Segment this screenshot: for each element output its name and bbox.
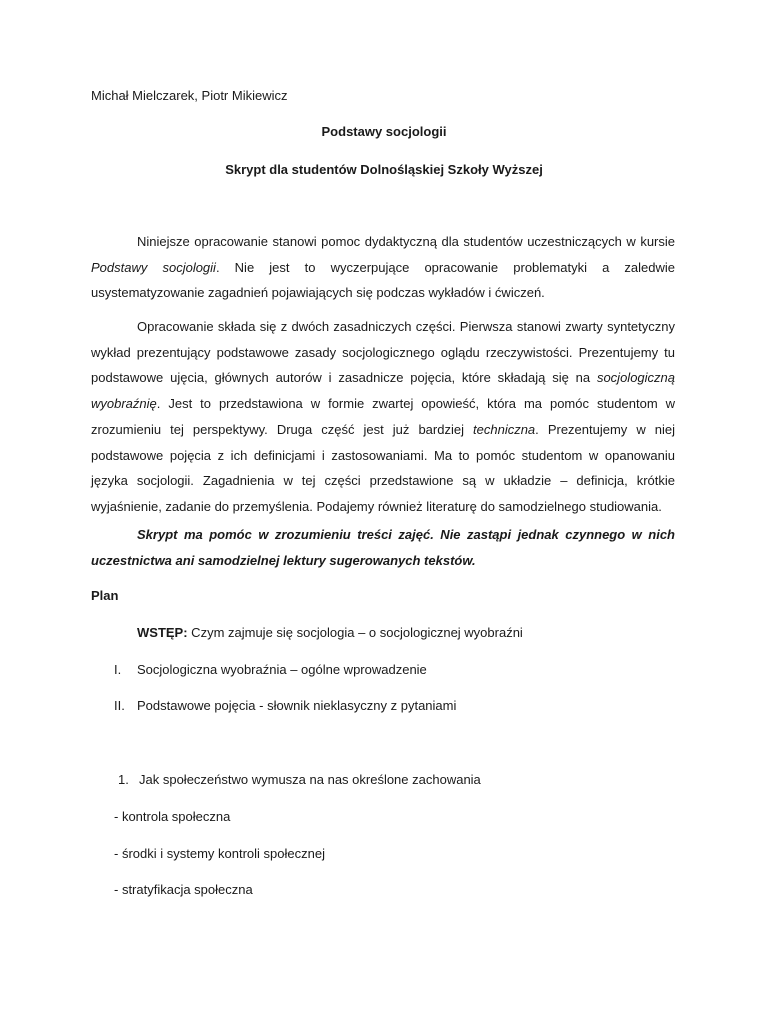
- authors-line: Michał Mielczarek, Piotr Mikiewicz: [91, 88, 288, 103]
- plan-wstep: [137, 624, 523, 641]
- plan-item-num: II.: [114, 698, 125, 713]
- plan-heading: Plan: [91, 588, 119, 603]
- p2-text-b: . Jest to przedstawiona w formie zwartej opowieść, która ma pomóc studentom w zrozumieniu tej perspektywy. Druga część jest już bardziej: [91, 396, 675, 437]
- subitem: - środki i systemy kontroli społecznej: [114, 846, 325, 861]
- plan-item-text: Podstawowe pojęcia - słownik nieklasyczny z pytaniami: [137, 698, 457, 713]
- p2-text-c: . Prezentujemy w niej podstawowe pojęcia z ich definicjami i zastosowaniami. Ma to pomóc studentom w opanowaniu języka socjologii. Zagadnienia w tej części przedstawione są w układzie – definicja, krótkie wyjaśnienie, zadanie do przemyślenia. Podajemy również literaturę do samodzielnego studiowania.: [91, 421, 675, 514]
- wstep-text: Czym zajmuje się socjologia – o socjologicznej wyobraźni: [187, 625, 523, 640]
- p3-text: Skrypt ma pomóc w zrozumieniu treści zajęć. Nie zastąpi jednak czynnego w nich uczestnictwa ani samodzielnej lektury sugerowanych tekstów.: [91, 527, 675, 568]
- intro-paragraph-3: [91, 522, 675, 573]
- subitem: - kontrola społeczna: [114, 809, 231, 824]
- p1-text-a: Niniejsze opracowanie stanowi pomoc dydaktyczną dla studentów uczestniczących w kursie: [137, 234, 675, 249]
- plan-item-text: Socjologiczna wyobraźnia – ogólne wprowadzenie: [137, 662, 427, 677]
- wstep-label: WSTĘP:: [137, 625, 188, 640]
- p1-course-name: Podstawy socjologii: [91, 259, 216, 275]
- section-number: 1.: [118, 772, 129, 787]
- document-title: Podstawy socjologii: [321, 124, 447, 139]
- intro-paragraph-1: [91, 229, 675, 306]
- plan-item-num: I.: [114, 662, 122, 677]
- intro-paragraph-2: [91, 314, 675, 520]
- p1-text-b: . Nie jest to wyczerpujące opracowanie problematyki a zaledwie usystematyzowanie zagadnień pojawiających się podczas wykładów i ćwiczeń.: [91, 259, 675, 301]
- p2-italic-term-2: techniczna: [473, 421, 536, 437]
- section-title: Jak społeczeństwo wymusza na nas określone zachowania: [139, 772, 481, 787]
- document-subtitle: Skrypt dla studentów Dolnośląskiej Szkoły Wyższej: [225, 162, 543, 177]
- subitem: - stratyfikacja społeczna: [114, 882, 253, 897]
- p2-text-a: Opracowanie składa się z dwóch zasadniczych części. Pierwsza stanowi zwarty syntetyczny wykład prezentujący podstawowe zasady socjologicznego oglądu rzeczywistości. Prezentujemy tu podstawowe ujęcia, głównych autorów i zasadnicze pojęcia, które składają się na: [91, 319, 675, 386]
- p2-italic-term-1: socjologiczną wyobraźnię: [91, 370, 675, 412]
